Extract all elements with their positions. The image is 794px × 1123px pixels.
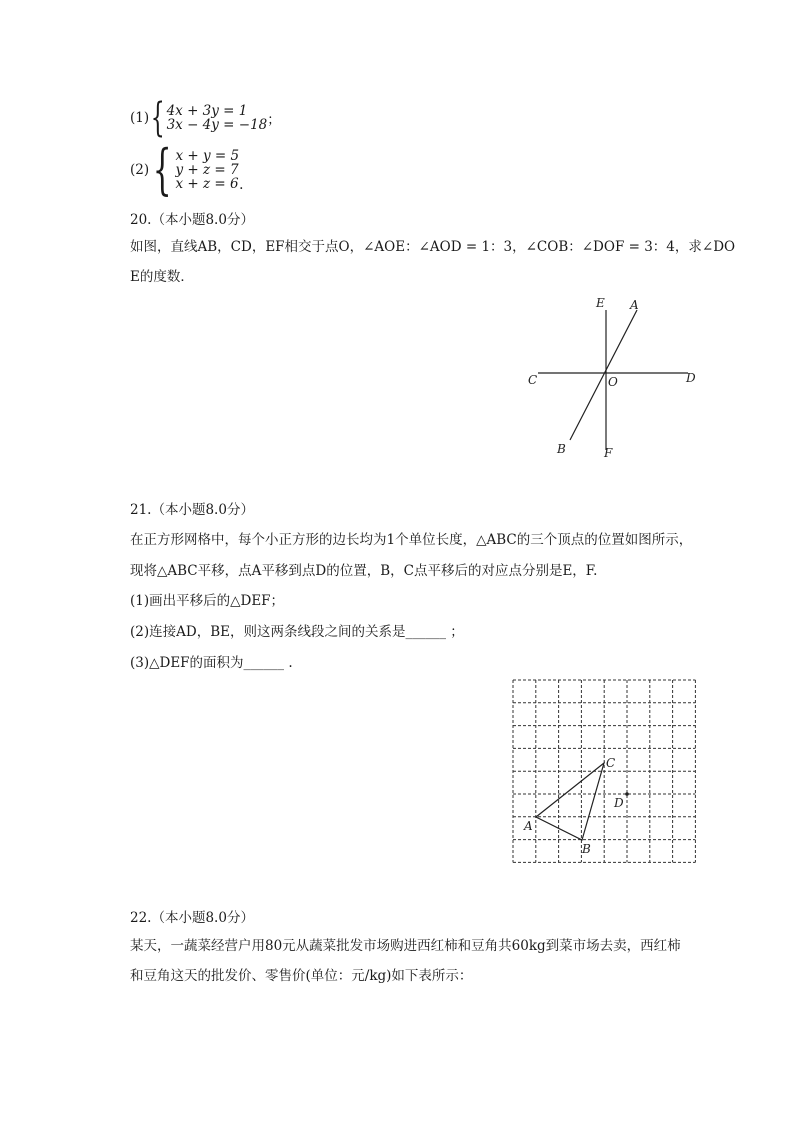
label-c: C — [606, 756, 616, 770]
q21-text-line1: 在正方形网格中，每个小正方形的边长均为1个单位长度，△ABC的三个顶点的位置如图所示， — [130, 532, 693, 548]
q19-part2-eq1: x + y = 5 — [175, 148, 240, 164]
line-ab — [570, 310, 637, 440]
brace-icon: { — [150, 95, 165, 141]
label-d: D — [686, 371, 696, 385]
q21-header: 21.（本小题8.0分） — [130, 502, 254, 518]
label-b: B — [557, 442, 566, 456]
q20-text-line1: 如图，直线AB，CD，EF相交于点O，∠AOE：∠AOD = 1：3，∠COB：∠DOF = 3：4，求∠DO — [130, 239, 736, 255]
q22-text-line1: 某天，一蔬菜经营户用80元从蔬菜批发市场购进西红柿和豆角共60kg到菜市场去卖，西红柿 — [130, 938, 681, 954]
q19-part1-eq2: 3x − 4y = −18 — [166, 117, 268, 133]
point-d — [625, 792, 629, 796]
label-o: O — [608, 375, 618, 389]
label-c: C — [528, 373, 538, 387]
label-f: F — [604, 446, 613, 460]
q19-part2-eq2: y + z = 7 — [175, 162, 239, 178]
triangle-abc — [536, 763, 604, 840]
q20-figure — [520, 290, 720, 465]
label-a: A — [524, 819, 533, 833]
brace-icon: { — [152, 138, 172, 201]
q21-item2: (2)连接AD，BE，则这两条线段之间的关系是______ ； — [130, 624, 464, 640]
label-e: E — [596, 296, 605, 310]
q21-text-line2: 现将△ABC平移，点A平移到点D的位置，B，C点平移后的对应点分别是E，F. — [130, 563, 598, 579]
q19-part2-end: . — [239, 177, 244, 193]
q21-item1: (1)画出平移后的△DEF； — [130, 593, 285, 609]
q22-text-line2: 和豆角这天的批发价、零售价(单位：元/kg)如下表所示： — [130, 968, 473, 984]
q19-part1-end: ； — [267, 112, 281, 128]
q22-header: 22.（本小题8.0分） — [130, 910, 254, 926]
dashed-grid — [513, 680, 695, 862]
label-b: B — [582, 842, 591, 856]
q20-header: 20.（本小题8.0分） — [130, 212, 254, 228]
q21-item3: (3)△DEF的面积为______ . — [130, 655, 293, 671]
q19-part2-label: (2) — [130, 162, 150, 178]
q19-part1 — [130, 95, 281, 141]
label-a: A — [630, 298, 639, 312]
q20-text-line2: E的度数． — [130, 269, 194, 285]
label-d: D — [614, 796, 624, 810]
q19-part2 — [130, 138, 244, 201]
q19-part2-eq3: x + z = 6 — [175, 176, 239, 192]
q21-grid-figure — [505, 672, 705, 872]
q19-part1-eq1: 4x + 3y = 1 — [166, 103, 248, 119]
q19-part1-label: (1) — [130, 110, 150, 126]
